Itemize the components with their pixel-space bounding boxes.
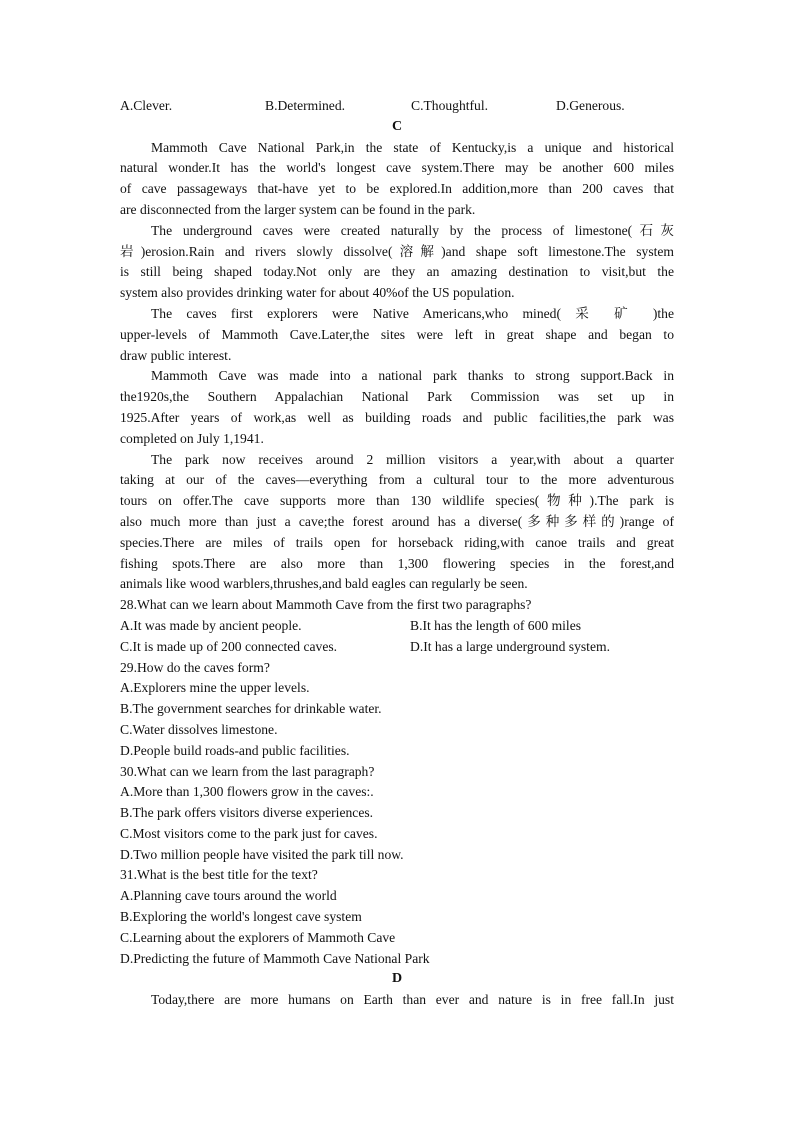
option-c: C.Learning about the explorers of Mammoth Cave [120, 929, 396, 945]
text-line: animals like wood warblers,thrushes,and bald eagles can regularly be seen. [120, 576, 528, 592]
section-heading-d: D [391, 971, 403, 987]
text-line: upper-levels of Mammoth Cave.Later,the sites were left in great shape and began to [120, 326, 674, 342]
paragraph [120, 304, 674, 366]
option-d: D.Predicting the future of Mammoth Cave National Park [120, 950, 430, 966]
question-28 [120, 595, 674, 657]
option-a: A.It was made by ancient people. [120, 617, 302, 633]
question-stem: 30.What can we learn from the last paragraph? [120, 763, 375, 779]
option-c: C.Thoughtful. [411, 98, 489, 113]
text-line: 岩)erosion.Rain and rivers slowly dissolve(溶解)and shape soft limestone.The system [120, 243, 674, 259]
question-stem: 29.How do the caves form? [120, 659, 270, 675]
question-29 [120, 658, 674, 762]
option-b: B.It has the length of 600 miles [410, 617, 582, 633]
question-30 [120, 762, 674, 866]
text-line: is still being shaped today.Not only are they an amazing destination to visit,but the [120, 264, 674, 280]
text-line: species.There are miles of trails open for horseback riding,with canoe trails and great [120, 534, 674, 550]
paragraph [120, 450, 674, 596]
option-a: A.Clever. [120, 98, 173, 113]
text-line: system also provides drinking water for about 40%of the US population. [120, 285, 515, 301]
text-line: The park now receives around 2 million visitors a year,with about a quarter [151, 451, 674, 467]
paragraph [120, 221, 674, 304]
text-line: taking at our of the caves—everything from a cultural tour to the more adventurous [120, 472, 674, 488]
text-line: Today,there are more humans on Earth than ever and nature is in free fall.In just [151, 992, 674, 1008]
text-line: fishing spots.There are also more than 1,300 flowering species in the forest,and [120, 555, 674, 571]
option-c: C.It is made up of 200 connected caves. [120, 638, 338, 654]
option-c: C.Most visitors come to the park just for caves. [120, 825, 378, 841]
option-a: A.Planning cave tours around the world [120, 888, 337, 904]
passage-c [120, 138, 674, 596]
question-stem: 31.What is the best title for the text? [120, 867, 318, 883]
question-stem: 28.What can we learn about Mammoth Cave from the first two paragraphs? [120, 597, 532, 613]
option-a: A.More than 1,300 flowers grow in the caves:. [120, 784, 374, 800]
option-d: D.Two million people have visited the park till now. [120, 846, 404, 862]
text-line: natural wonder.It has the world's longest cave system.There may be another 600 miles [120, 160, 674, 176]
option-b: B.Exploring the world's longest cave system [120, 909, 362, 925]
question-31 [120, 865, 674, 969]
option-row [120, 637, 674, 658]
document-content [120, 96, 674, 1011]
option-c: C.Water dissolves limestone. [120, 721, 278, 737]
text-line: Mammoth Cave was made into a national park thanks to strong support.Back in [151, 368, 674, 384]
text-line: The underground caves were created naturally by the process of limestone(石灰 [151, 222, 674, 238]
text-line: The caves first explorers were Native Americans,who mined( 采 矿 )the [151, 305, 674, 321]
option-d: D.Generous. [556, 98, 625, 113]
option-b: B.The government searches for drinkable water. [120, 701, 382, 717]
option-d: D.People build roads-and public facilities. [120, 742, 350, 758]
text-line: completed on July 1,1941. [120, 430, 264, 446]
paragraph [120, 138, 674, 221]
text-line: tours on offer.The cave supports more than 130 wildlife species(物种).The park is [120, 493, 674, 509]
option-row [120, 616, 674, 637]
text-line: of cave passageways that-have yet to be explored.In addition,more than 200 caves that [120, 181, 674, 197]
text-line: draw public interest. [120, 347, 232, 363]
paragraph [120, 366, 674, 449]
text-line: the1920s,the Southern Appalachian National Park Commission was set up in [120, 389, 674, 405]
option-a: A.Explorers mine the upper levels. [120, 680, 310, 696]
section-heading-c: C [391, 118, 403, 134]
text-line: 1925.After years of work,as well as building roads and public facilities,the park was [120, 409, 674, 425]
text-line: are disconnected from the larger system can be found in the park. [120, 201, 476, 217]
text-line: also much more than just a cave;the forest around has a diverse(多种多样的)range of [120, 513, 674, 529]
option-b: B.The park offers visitors diverse experiences. [120, 805, 374, 821]
text-line: Mammoth Cave National Park,in the state of Kentucky,is a unique and historical [151, 139, 674, 155]
previous-question-options [120, 96, 674, 117]
option-b: B.Determined. [265, 98, 346, 113]
option-d: D.It has a large underground system. [410, 638, 610, 654]
